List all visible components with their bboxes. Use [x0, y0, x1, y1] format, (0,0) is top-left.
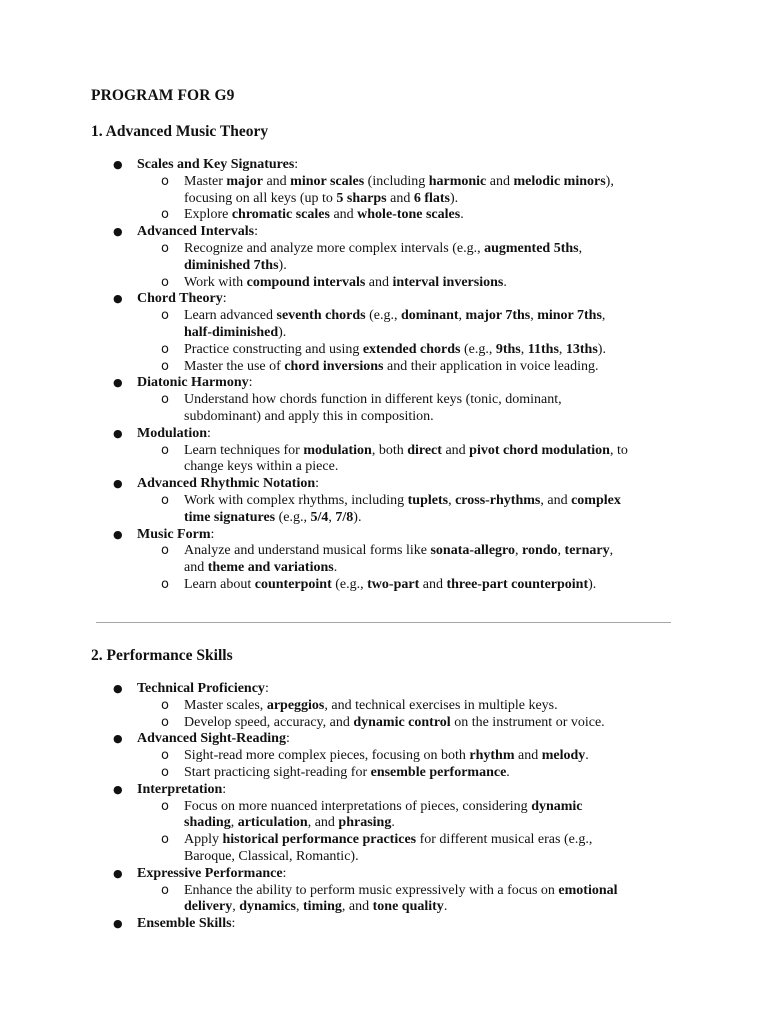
text-run: Sight-read more complex pieces, focusing on both — [184, 748, 470, 764]
bold-term: Advanced Rhythmic Notation — [137, 476, 316, 492]
text-run: and — [365, 274, 393, 290]
list-item-text — [184, 342, 606, 359]
list-item — [0, 916, 768, 933]
list-item-text — [137, 916, 235, 933]
text-run: : — [285, 731, 290, 747]
bold-term: minor scales — [290, 173, 365, 189]
hollow-bullet-icon: o — [161, 392, 169, 408]
section-divider — [96, 622, 671, 623]
list-item — [0, 782, 768, 799]
sub-list-item — [0, 443, 768, 460]
text-run: ). — [353, 509, 362, 525]
bold-term: dynamics — [239, 899, 297, 915]
bold-term: pivot chord modulation — [469, 442, 610, 458]
bullet-icon: ● — [113, 376, 123, 390]
list-item-text — [184, 698, 558, 715]
text-run: : — [222, 291, 227, 307]
text-run: , and — [341, 899, 373, 915]
sub-list-item — [0, 241, 768, 258]
bold-term: chord inversions — [284, 358, 384, 374]
bold-term: extended chords — [362, 341, 461, 357]
text-run: Learn techniques for — [184, 442, 304, 458]
bullet-icon: ● — [113, 477, 123, 491]
text-run: : — [210, 526, 215, 542]
bullet-icon: ● — [113, 426, 123, 440]
list-item-text — [137, 782, 226, 799]
text-run: Work with — [184, 274, 247, 290]
bullet-icon: ● — [113, 225, 123, 239]
text-run: and — [329, 207, 358, 223]
bold-term: interval inversions — [392, 274, 504, 290]
text-run: Analyze and understand musical forms like — [184, 543, 431, 559]
text-run: , — [458, 308, 466, 324]
bold-term: articulation — [237, 815, 308, 831]
list-item-text — [184, 308, 605, 325]
sub-list-item — [0, 174, 768, 191]
hollow-bullet-icon: o — [161, 697, 169, 713]
bold-term: shading — [184, 815, 231, 831]
bold-term: minor 7ths — [537, 308, 602, 324]
hollow-bullet-icon: o — [161, 543, 169, 559]
list-item — [0, 527, 768, 544]
page-title: PROGRAM FOR G9 — [91, 87, 235, 104]
list-item-text — [184, 748, 589, 765]
sub-list-item — [0, 543, 768, 560]
text-run: Enhance the ability to perform music expressively with a focus on — [184, 882, 559, 898]
text-run: Practice constructing and using — [184, 341, 363, 357]
text-run: Explore — [184, 207, 232, 223]
text-run: , — [296, 899, 304, 915]
sub-list-item — [0, 258, 768, 275]
bold-term: theme and variations — [207, 560, 334, 576]
bold-term: ternary — [564, 543, 610, 559]
list-item-text — [184, 409, 434, 426]
bold-term: historical performance practices — [222, 832, 417, 848]
text-run: , — [328, 509, 336, 525]
sub-list-item — [0, 308, 768, 325]
bold-term: 5/4 — [310, 509, 329, 525]
list-item-text — [184, 883, 618, 900]
bold-term: 5 sharps — [336, 190, 387, 206]
text-run: . — [503, 274, 507, 290]
text-run: : — [231, 916, 236, 932]
list-item-text — [184, 849, 359, 866]
text-run: : — [282, 865, 287, 881]
bold-term: Diatonic Harmony — [137, 375, 249, 391]
sub-list-item — [0, 342, 768, 359]
text-run: Learn advanced — [184, 308, 277, 324]
hollow-bullet-icon: o — [161, 207, 169, 223]
sub-list-item — [0, 832, 768, 849]
text-run: : — [248, 375, 253, 391]
sub-list-item — [0, 392, 768, 409]
text-run: , — [530, 308, 538, 324]
text-run: . — [443, 899, 448, 915]
sub-list-item — [0, 493, 768, 510]
text-run: on the instrument or voice. — [450, 714, 605, 730]
list-item-text — [184, 392, 562, 409]
bold-term: seventh chords — [276, 308, 366, 324]
list-item-text — [137, 426, 211, 443]
list-item-text — [137, 866, 286, 883]
bold-term: melody — [541, 748, 586, 764]
text-run: , — [557, 543, 565, 559]
text-run: . — [460, 207, 464, 223]
text-run: Master — [184, 173, 227, 189]
section-list-performance — [0, 681, 768, 933]
hollow-bullet-icon: o — [161, 882, 169, 898]
text-run: ). — [588, 576, 597, 592]
text-run: subdominant) and apply this in composition. — [184, 408, 434, 424]
hollow-bullet-icon: o — [161, 798, 169, 814]
bold-term: arpeggios — [266, 697, 325, 713]
sub-list-item — [0, 275, 768, 292]
bold-term: counterpoint — [254, 576, 332, 592]
bold-term: half-diminished — [184, 324, 279, 340]
text-run: Understand how chords function in different keys (tonic, dominant, — [184, 392, 562, 408]
bold-term: tuplets — [407, 492, 449, 508]
list-item-text — [184, 715, 605, 732]
text-run: , and technical exercises in multiple keys. — [324, 697, 558, 713]
list-item-text — [184, 899, 447, 916]
sub-list-item — [0, 207, 768, 224]
sub-list-item — [0, 510, 768, 527]
bold-term: whole-tone scales — [357, 207, 461, 223]
list-item-text — [137, 291, 227, 308]
text-run: ). — [597, 341, 606, 357]
sub-list-item — [0, 883, 768, 900]
text-run: ). — [278, 324, 287, 340]
bold-term: 9ths — [495, 341, 521, 357]
text-run: , — [601, 308, 606, 324]
text-run: (e.g., — [365, 308, 401, 324]
sub-list-item — [0, 459, 768, 476]
sub-list-item — [0, 849, 768, 866]
text-run: Apply — [184, 832, 223, 848]
text-run: and — [486, 173, 514, 189]
bold-term: major — [226, 173, 263, 189]
list-item-text — [184, 275, 507, 292]
list-item-text — [184, 765, 510, 782]
list-item-text — [184, 577, 596, 594]
sub-list-item — [0, 715, 768, 732]
hollow-bullet-icon: o — [161, 832, 169, 848]
bold-term: melodic minors — [513, 173, 606, 189]
list-item-text — [137, 731, 290, 748]
list-item-text — [137, 157, 298, 174]
bold-term: harmonic — [428, 173, 487, 189]
list-item-text — [137, 681, 269, 698]
hollow-bullet-icon: o — [161, 748, 169, 764]
text-run: , both — [371, 442, 408, 458]
bold-term: Ensemble Skills — [137, 916, 232, 932]
text-run: Baroque, Classical, Romantic). — [184, 848, 359, 864]
hollow-bullet-icon: o — [161, 442, 169, 458]
list-item-text — [184, 174, 614, 191]
bold-term: 7/8 — [335, 509, 354, 525]
text-run: . — [585, 748, 589, 764]
hollow-bullet-icon: o — [161, 274, 169, 290]
bold-term: rhythm — [469, 748, 515, 764]
bold-term: complex — [571, 492, 621, 508]
bold-term: timing — [303, 899, 342, 915]
list-item — [0, 157, 768, 174]
sub-list-item — [0, 815, 768, 832]
text-run: Recognize and analyze more complex intervals (e.g., — [184, 240, 485, 256]
section-heading-theory: 1. Advanced Music Theory — [91, 123, 269, 140]
list-item-text — [184, 325, 286, 342]
sub-list-item — [0, 698, 768, 715]
text-run: (e.g., — [460, 341, 496, 357]
list-item-text — [184, 258, 287, 275]
sub-list-item — [0, 560, 768, 577]
sub-list-item — [0, 577, 768, 594]
list-item — [0, 291, 768, 308]
bold-term: two-part — [367, 576, 420, 592]
bold-term: Technical Proficiency — [137, 681, 265, 696]
text-run: ). — [450, 190, 459, 206]
list-item-text — [184, 510, 361, 527]
text-run: : — [294, 157, 299, 172]
hollow-bullet-icon: o — [161, 341, 169, 357]
bold-term: Scales and Key Signatures — [137, 157, 295, 172]
list-item-text — [184, 799, 583, 816]
bold-term: modulation — [303, 442, 372, 458]
list-item — [0, 866, 768, 883]
bold-term: dominant — [400, 308, 459, 324]
bold-term: Advanced Sight-Reading — [137, 731, 286, 747]
bold-term: direct — [407, 442, 442, 458]
text-run: ). — [278, 257, 287, 273]
bold-term: 6 flats — [413, 190, 450, 206]
bullet-icon: ● — [113, 158, 123, 171]
hollow-bullet-icon: o — [161, 576, 169, 592]
text-run: , — [230, 815, 238, 831]
hollow-bullet-icon: o — [161, 308, 169, 324]
bold-term: major 7ths — [465, 308, 531, 324]
list-item-text — [184, 560, 337, 577]
text-run: and their application in voice leading. — [383, 358, 599, 374]
text-run: and — [441, 442, 470, 458]
bold-term: compound intervals — [246, 274, 366, 290]
list-item — [0, 731, 768, 748]
bullet-icon: ● — [113, 782, 123, 796]
sub-list-item — [0, 359, 768, 376]
list-item-text — [184, 815, 395, 832]
list-item-text — [184, 543, 613, 560]
sub-list-item — [0, 325, 768, 342]
text-run: and — [386, 190, 414, 206]
bold-term: time signatures — [184, 509, 276, 525]
text-run: , — [558, 341, 566, 357]
text-run: : — [315, 476, 320, 492]
text-run: . — [333, 560, 338, 576]
list-item-text — [184, 241, 582, 258]
text-run: and — [419, 576, 447, 592]
list-item-text — [184, 832, 592, 849]
hollow-bullet-icon: o — [161, 240, 169, 256]
list-item-text — [184, 191, 458, 208]
bold-term: sonata-allegro — [430, 543, 515, 559]
bold-term: Expressive Performance — [137, 865, 283, 881]
text-run: , — [520, 341, 528, 357]
bold-term: dynamic control — [353, 714, 451, 730]
bold-term: diminished 7ths — [184, 257, 279, 273]
hollow-bullet-icon: o — [161, 714, 169, 730]
text-run: : — [264, 681, 269, 696]
text-run: (including — [364, 173, 429, 189]
text-run: ), — [605, 173, 614, 189]
bold-term: ensemble performance — [370, 764, 507, 780]
bold-term: 13ths — [565, 341, 598, 357]
text-run: . — [391, 815, 395, 831]
text-run: , — [609, 543, 614, 559]
text-run: Work with complex rhythms, including — [184, 492, 408, 508]
text-run: Start practicing sight-reading for — [184, 764, 371, 780]
list-item — [0, 224, 768, 241]
bold-term: delivery — [184, 899, 233, 915]
list-item-text — [184, 443, 628, 460]
text-run: and — [262, 173, 291, 189]
text-run: : — [222, 781, 227, 797]
text-run: change keys within a piece. — [184, 459, 339, 475]
section-heading-performance: 2. Performance Skills — [91, 647, 233, 664]
text-run: , and — [307, 815, 339, 831]
bold-term: Music Form — [137, 526, 211, 542]
bold-term: Chord Theory — [137, 291, 223, 307]
list-item-text — [137, 224, 258, 241]
text-run: , to — [609, 442, 628, 458]
text-run: , — [232, 899, 240, 915]
bullet-icon: ● — [113, 866, 123, 880]
text-run: , and — [540, 492, 572, 508]
bold-term: Modulation — [137, 425, 208, 441]
hollow-bullet-icon: o — [161, 764, 169, 780]
text-run: Learn about — [184, 576, 255, 592]
bullet-icon: ● — [113, 732, 123, 746]
sub-list-item — [0, 409, 768, 426]
list-item-text — [184, 359, 598, 376]
section-list-theory — [0, 157, 768, 594]
text-run: , — [448, 492, 456, 508]
bold-term: augmented 5ths — [484, 240, 579, 256]
bold-term: Advanced Intervals — [137, 224, 255, 240]
bold-term: three-part counterpoint — [446, 576, 589, 592]
text-run: : — [207, 425, 211, 441]
bullet-icon: ● — [113, 917, 123, 931]
sub-list-item — [0, 899, 768, 916]
bold-term: 11ths — [527, 341, 559, 357]
text-run: and — [514, 748, 542, 764]
bullet-icon: ● — [113, 527, 123, 541]
list-item — [0, 426, 768, 443]
text-run: (e.g., — [331, 576, 368, 592]
list-item — [0, 476, 768, 493]
text-run: , — [515, 543, 522, 559]
text-run: Develop speed, accuracy, and — [184, 714, 354, 730]
list-item-text — [184, 459, 338, 476]
text-run: and — [184, 560, 208, 576]
bold-term: cross-rhythms — [455, 492, 541, 508]
list-item-text — [137, 375, 253, 392]
sub-list-item — [0, 191, 768, 208]
text-run: focusing on all keys (up to — [184, 190, 337, 206]
bold-term: tone quality — [372, 899, 444, 915]
sub-list-item — [0, 799, 768, 816]
sub-list-item — [0, 765, 768, 782]
text-run: Master scales, — [184, 697, 267, 713]
text-run: . — [506, 764, 510, 780]
bold-term: dynamic — [531, 798, 583, 814]
text-run: Master the use of — [184, 358, 285, 374]
bold-term: chromatic scales — [231, 207, 330, 223]
bold-term: Interpretation — [137, 781, 223, 797]
hollow-bullet-icon: o — [161, 173, 169, 189]
list-item-text — [184, 207, 464, 224]
text-run: : — [254, 224, 258, 240]
hollow-bullet-icon: o — [161, 492, 169, 508]
hollow-bullet-icon: o — [161, 358, 169, 374]
bullet-icon: ● — [113, 292, 123, 306]
text-run: Focus on more nuanced interpretations of pieces, considering — [184, 798, 532, 814]
bold-term: emotional — [558, 882, 618, 898]
list-item — [0, 375, 768, 392]
list-item-text — [137, 476, 319, 493]
bullet-icon: ● — [113, 682, 123, 695]
text-run: , — [578, 240, 583, 256]
bold-term: phrasing — [338, 815, 392, 831]
text-run: (e.g., — [275, 509, 311, 525]
list-item — [0, 681, 768, 698]
list-item-text — [137, 527, 214, 544]
text-run: for different musical eras (e.g., — [416, 832, 593, 848]
sub-list-item — [0, 748, 768, 765]
list-item-text — [184, 493, 621, 510]
bold-term: rondo — [522, 543, 558, 559]
